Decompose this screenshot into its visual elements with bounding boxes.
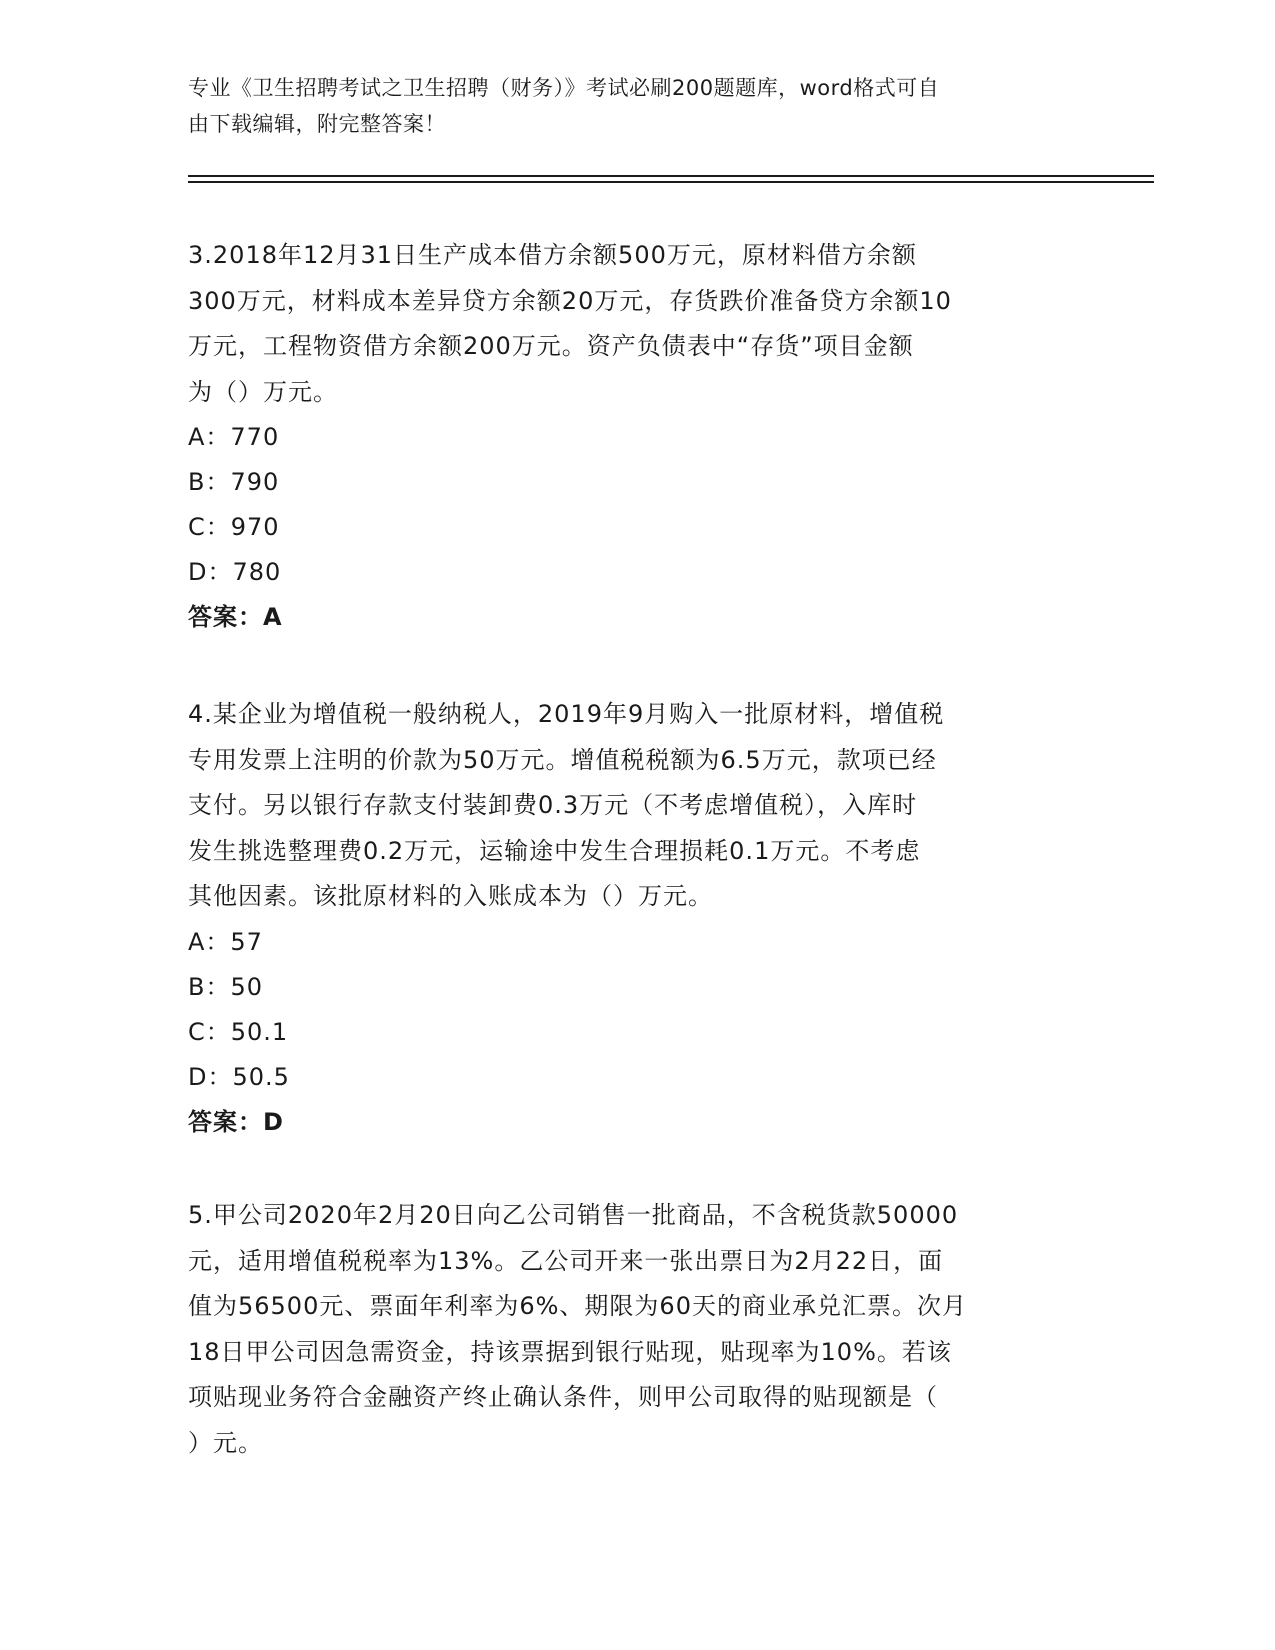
option-b: B：790	[188, 468, 280, 496]
question-stem-line: 专用发票上注明的价款为50万元。增值税税额为6.5万元，款项已经	[188, 745, 937, 774]
header-title-line: 专业《卫生招聘考试之卫生招聘（财务）》考试必刷200题题库，word格式可自	[188, 76, 940, 100]
question-4	[188, 692, 1088, 1145]
question-stem-line: ）元。	[188, 1428, 263, 1457]
option-a: A：57	[188, 927, 263, 956]
option-c: C：50.1	[188, 1017, 289, 1046]
header-divider	[188, 181, 1154, 183]
answer-label: 答案：A	[188, 603, 283, 631]
question-stem-line: 发生挑选整理费0.2万元，运输途中发生合理损耗0.1万元。不考虑	[188, 836, 921, 865]
header-title-line: 由下载编辑，附完整答案！	[188, 112, 446, 136]
option-d: D：50.5	[188, 1062, 290, 1091]
question-stem	[188, 1193, 1088, 1466]
option-d: D：780	[188, 558, 282, 586]
question-stem-line: 18日甲公司因急需资金，持该票据到银行贴现，贴现率为10%。若该	[188, 1337, 952, 1366]
document-header	[188, 70, 1068, 142]
question-stem-line: 5.甲公司2020年2月20日向乙公司销售一批商品，不含税货款50000	[188, 1201, 959, 1229]
question-stem-line: 4.某企业为增值税一般纳税人，2019年9月购入一批原材料，增值税	[188, 700, 945, 728]
answer-label: 答案：D	[188, 1107, 284, 1136]
question-3	[188, 233, 1088, 640]
question-5	[188, 1193, 1088, 1466]
question-stem-line: 万元，工程物资借方余额200万元。资产负债表中“存货”项目金额	[188, 332, 914, 360]
question-stem-line: 支付。另以银行存款支付装卸费0.3万元（不考虑增值税），入库时	[188, 791, 918, 819]
question-stem-line: 值为56500元、票面年利率为6%、期限为60天的商业承兑汇票。次月	[188, 1292, 967, 1320]
option-c: C：970	[188, 513, 280, 541]
option-b: B：50	[188, 972, 264, 1001]
question-stem-line: 其他因素。该批原材料的入账成本为（）万元。	[188, 882, 713, 910]
question-stem	[188, 692, 1088, 920]
question-stem-line: 项贴现业务符合金融资产终止确认条件，则甲公司取得的贴现额是（	[188, 1383, 938, 1411]
question-stem-line: 为（）万元。	[188, 377, 338, 406]
question-stem	[188, 233, 1088, 415]
question-stem-line: 元，适用增值税税率为13%。乙公司开来一张出票日为2月22日，面	[188, 1246, 944, 1275]
header-divider	[188, 175, 1154, 177]
question-stem-line: 3.2018年12月31日生产成本借方余额500万元，原材料借方余额	[188, 241, 917, 269]
question-stem-line: 300万元，材料成本差异贷方余额20万元，存货跌价准备贷方余额10	[188, 286, 952, 315]
option-a: A：770	[188, 423, 280, 451]
